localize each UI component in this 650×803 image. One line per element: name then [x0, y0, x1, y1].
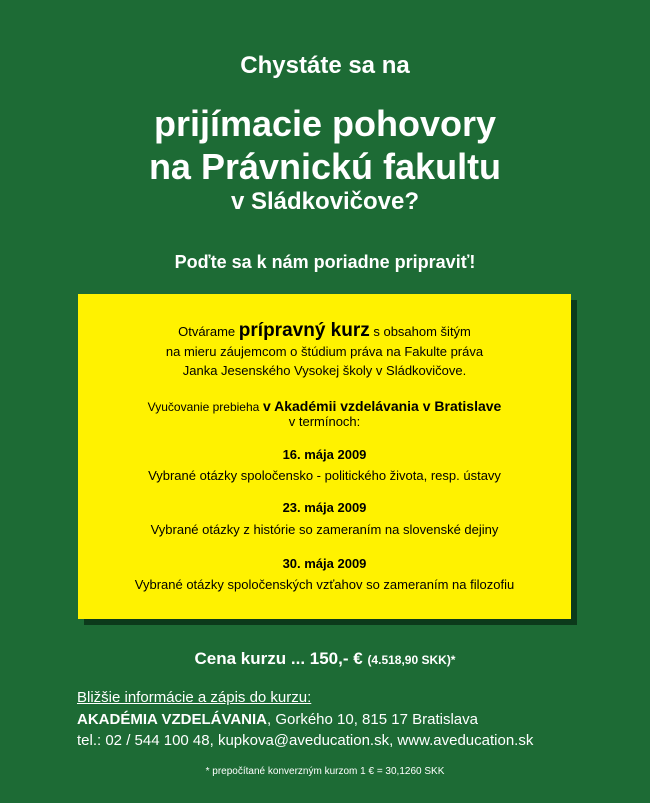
footnote: * prepočítané konverzným kurzom 1 € = 30,1260 SKK	[205, 766, 445, 777]
course-price	[0, 649, 650, 669]
organization-name: AKADÉMIA VZDELÁVANIA	[77, 711, 267, 728]
title-line-2: prijímacie pohovory	[153, 103, 497, 144]
venue-pre: Vyučovanie prebieha	[147, 400, 260, 414]
session-date: 30. mája 2009	[282, 556, 367, 571]
address-text: , Gorkého 10, 815 17 Bratislava	[267, 711, 478, 728]
title-line-3: na Právnickú fakultu	[148, 146, 502, 187]
contact-address	[77, 711, 478, 728]
intro-pre: Otvárame	[178, 324, 236, 339]
intro-post: s obsahom šitým	[373, 324, 471, 339]
venue-line	[78, 398, 571, 414]
tagline: Poďte sa k nám poriadne pripraviť!	[174, 252, 476, 272]
intro-line-1	[78, 320, 571, 342]
intro-line-3: Janka Jesenského Vysokej školy v Sládkovičove.	[182, 363, 467, 378]
venue-name: v Akadémii vzdelávania v Bratislave	[262, 398, 502, 414]
intro-line-2: na mieru záujemcom o štúdium práva na Fakulte práva	[165, 344, 484, 359]
price-label: Cena kurzu ... 150,- €	[194, 649, 363, 668]
session-topic: Vybrané otázky spoločensko - politického života, resp. ústavy	[148, 468, 501, 483]
session-topic: Vybrané otázky z histórie so zameraním na slovenské dejiny	[150, 522, 499, 537]
contact-details: tel.: 02 / 544 100 48, kupkova@aveducation.sk, www.aveducation.sk	[77, 732, 534, 749]
contact-heading: Bližšie informácie a zápis do kurzu:	[77, 689, 312, 706]
title-line-1: Chystáte sa na	[240, 52, 410, 79]
session-date: 23. mája 2009	[282, 500, 367, 515]
price-skk: (4.518,90 SKK)*	[367, 653, 456, 667]
session-topic: Vybrané otázky spoločenských vzťahov so zameraním na filozofiu	[134, 577, 515, 592]
course-info-box	[78, 294, 571, 619]
course-name: prípravný kurz	[238, 320, 370, 341]
venue-post: v termínoch:	[288, 414, 361, 429]
title-line-4: v Sládkovičove?	[230, 188, 420, 215]
session-date: 16. mája 2009	[282, 447, 367, 462]
